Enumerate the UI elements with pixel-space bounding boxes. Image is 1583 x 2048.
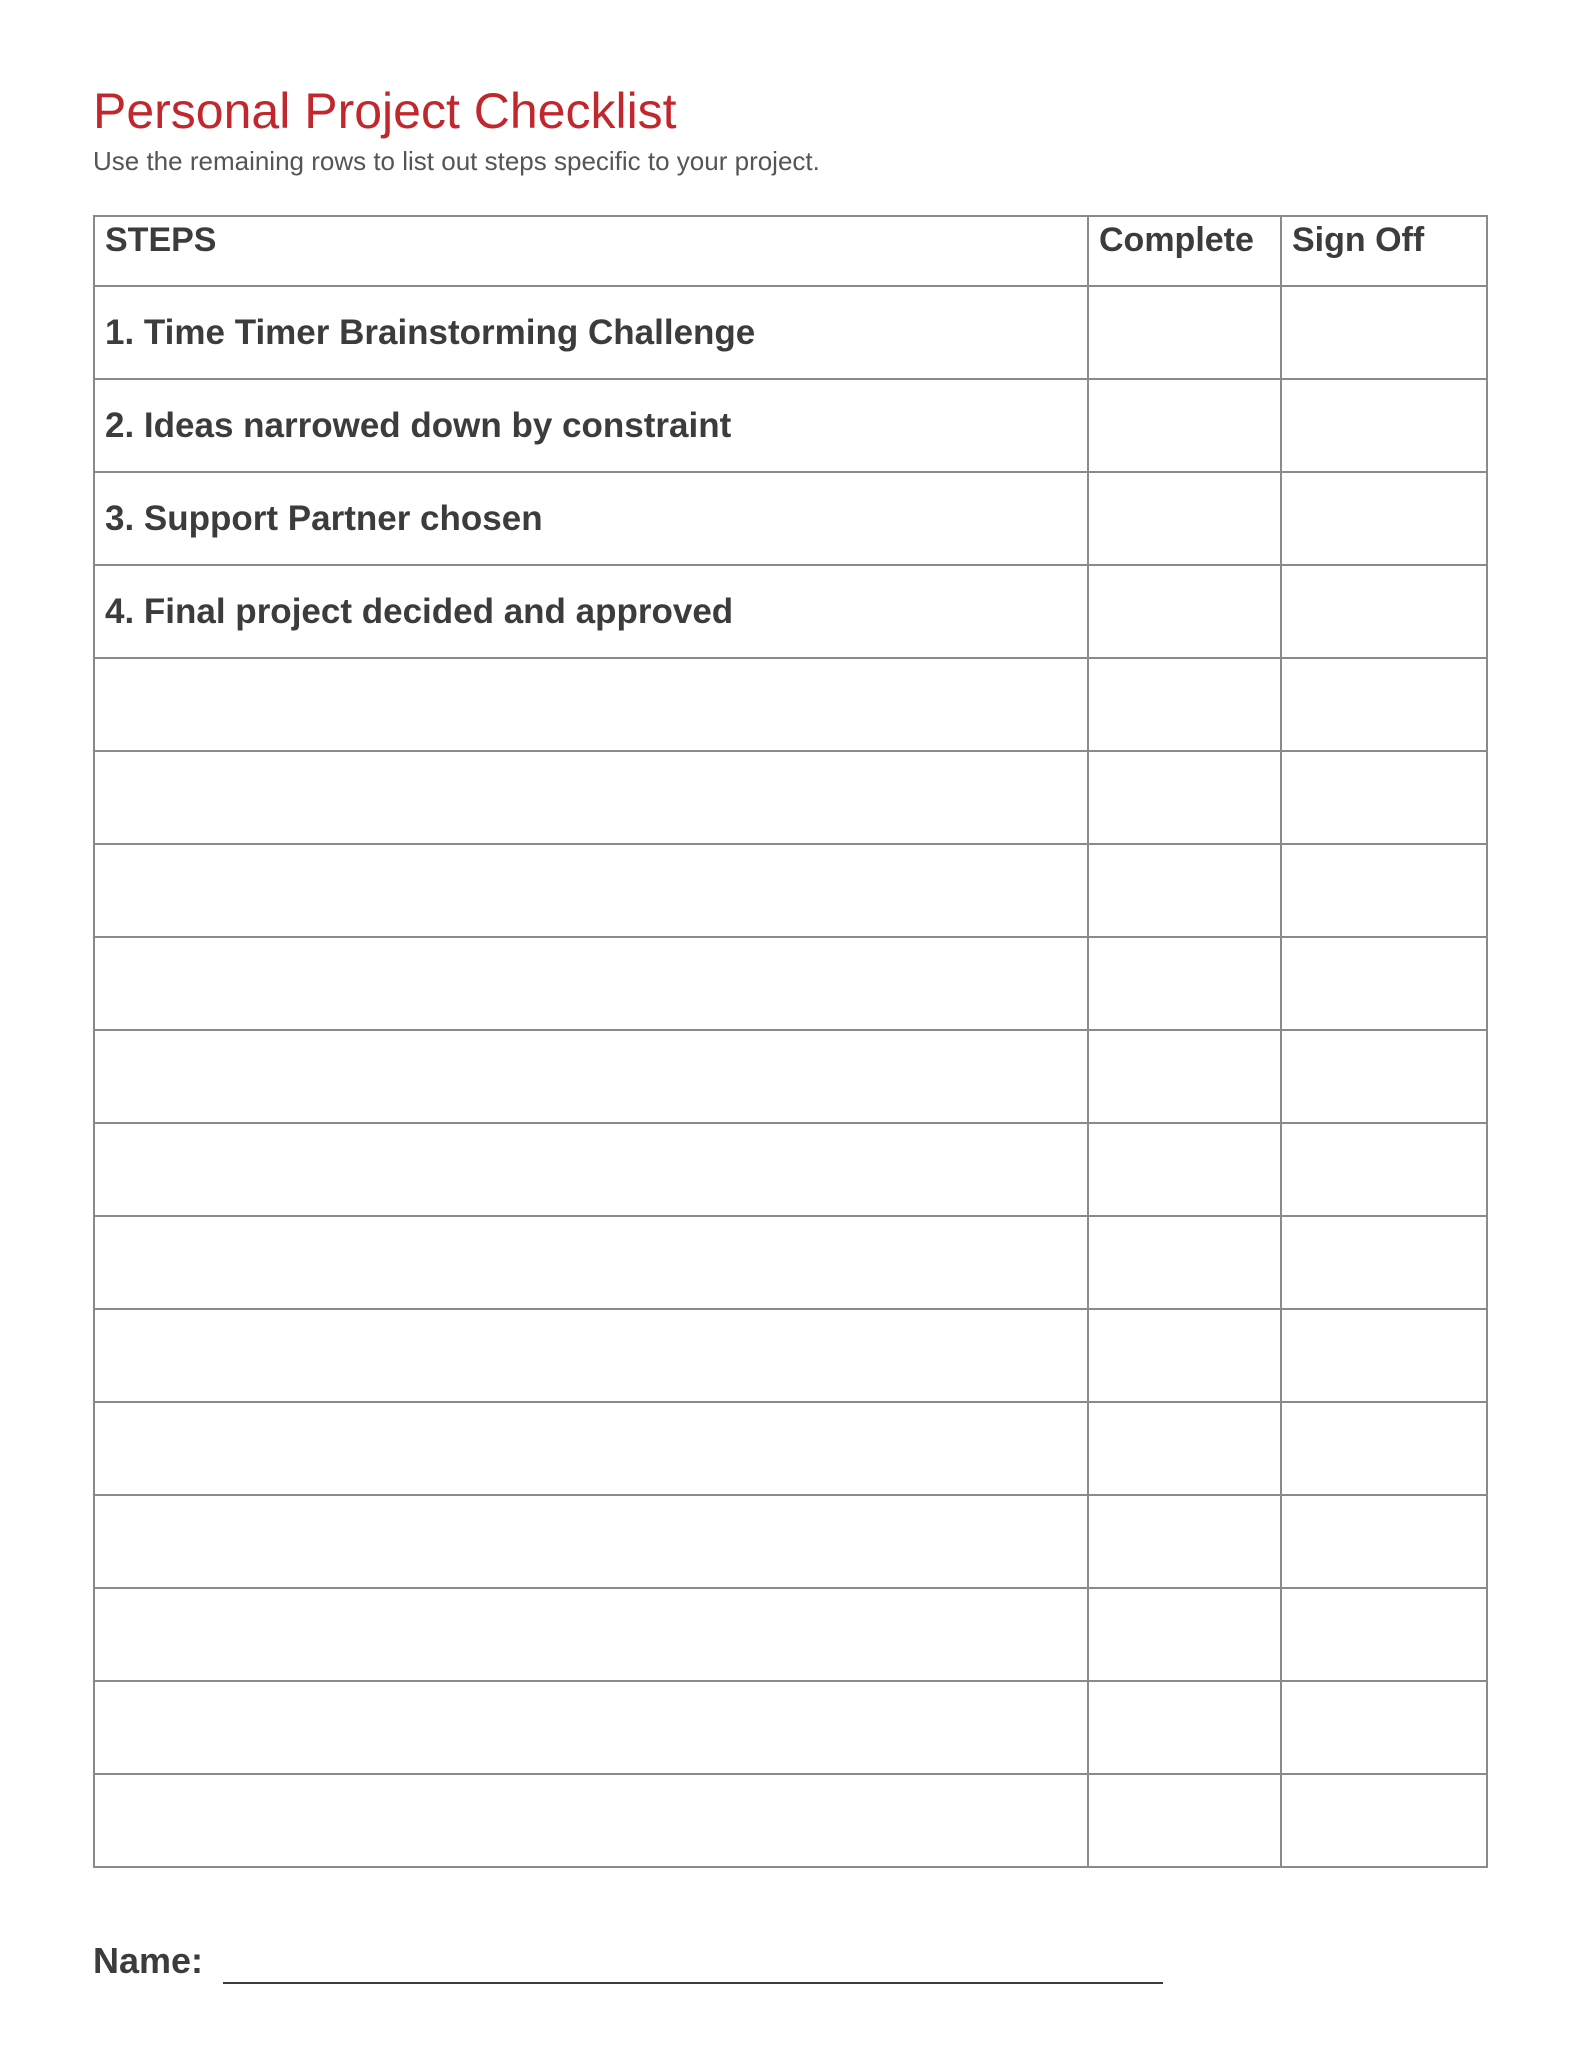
table-row <box>94 565 1487 658</box>
complete-cell[interactable] <box>1088 379 1281 472</box>
step-cell[interactable]: 3. Support Partner chosen <box>94 472 1088 565</box>
table-row <box>94 751 1487 844</box>
complete-cell[interactable] <box>1088 472 1281 565</box>
table-row <box>94 658 1487 751</box>
complete-cell[interactable] <box>1088 286 1281 379</box>
sign-off-cell[interactable] <box>1281 1030 1487 1123</box>
header-complete: Complete <box>1088 216 1281 286</box>
table-row <box>94 472 1487 565</box>
complete-cell[interactable] <box>1088 1495 1281 1588</box>
sign-off-cell[interactable] <box>1281 472 1487 565</box>
table-row <box>94 1402 1487 1495</box>
step-cell[interactable] <box>94 658 1088 751</box>
step-cell[interactable]: 2. Ideas narrowed down by constraint <box>94 379 1088 472</box>
sign-off-cell[interactable] <box>1281 1588 1487 1681</box>
sign-off-cell[interactable] <box>1281 1774 1487 1867</box>
step-cell[interactable] <box>94 1402 1088 1495</box>
checklist-table <box>93 215 1488 1868</box>
step-cell[interactable] <box>94 1588 1088 1681</box>
name-field[interactable] <box>223 1982 1163 1984</box>
complete-cell[interactable] <box>1088 1030 1281 1123</box>
sign-off-cell[interactable] <box>1281 1495 1487 1588</box>
complete-cell[interactable] <box>1088 937 1281 1030</box>
header-sign-off: Sign Off <box>1281 216 1487 286</box>
sign-off-cell[interactable] <box>1281 1123 1487 1216</box>
complete-cell[interactable] <box>1088 1216 1281 1309</box>
table-row <box>94 1030 1487 1123</box>
page-subtitle: Use the remaining rows to list out steps specific to your project. <box>93 146 820 176</box>
complete-cell[interactable] <box>1088 658 1281 751</box>
table-row <box>94 1588 1487 1681</box>
step-cell[interactable] <box>94 1030 1088 1123</box>
step-cell[interactable] <box>94 937 1088 1030</box>
checklist-body <box>94 286 1487 1867</box>
table-row <box>94 1774 1487 1867</box>
complete-cell[interactable] <box>1088 1402 1281 1495</box>
complete-cell[interactable] <box>1088 844 1281 937</box>
complete-cell[interactable] <box>1088 751 1281 844</box>
complete-cell[interactable] <box>1088 565 1281 658</box>
table-row <box>94 1123 1487 1216</box>
table-row <box>94 1495 1487 1588</box>
sign-off-cell[interactable] <box>1281 565 1487 658</box>
table-row <box>94 379 1487 472</box>
step-cell[interactable] <box>94 1216 1088 1309</box>
step-cell[interactable]: 1. Time Timer Brainstorming Challenge <box>94 286 1088 379</box>
complete-cell[interactable] <box>1088 1309 1281 1402</box>
table-row <box>94 1216 1487 1309</box>
table-row <box>94 937 1487 1030</box>
sign-off-cell[interactable] <box>1281 1681 1487 1774</box>
step-cell[interactable] <box>94 1495 1088 1588</box>
sign-off-cell[interactable] <box>1281 1309 1487 1402</box>
step-cell[interactable] <box>94 844 1088 937</box>
sign-off-cell[interactable] <box>1281 1216 1487 1309</box>
step-cell[interactable]: 4. Final project decided and approved <box>94 565 1088 658</box>
table-row <box>94 286 1487 379</box>
page-title: Personal Project Checklist <box>93 83 677 139</box>
step-cell[interactable] <box>94 1681 1088 1774</box>
name-row <box>93 1940 1193 1990</box>
complete-cell[interactable] <box>1088 1123 1281 1216</box>
header-steps: STEPS <box>94 216 1088 286</box>
complete-cell[interactable] <box>1088 1681 1281 1774</box>
step-cell[interactable] <box>94 751 1088 844</box>
table-header-row <box>94 216 1487 286</box>
sign-off-cell[interactable] <box>1281 286 1487 379</box>
complete-cell[interactable] <box>1088 1588 1281 1681</box>
table-row <box>94 844 1487 937</box>
sign-off-cell[interactable] <box>1281 937 1487 1030</box>
step-cell[interactable] <box>94 1309 1088 1402</box>
complete-cell[interactable] <box>1088 1774 1281 1867</box>
table-row <box>94 1681 1487 1774</box>
step-cell[interactable] <box>94 1774 1088 1867</box>
table-row <box>94 1309 1487 1402</box>
sign-off-cell[interactable] <box>1281 379 1487 472</box>
step-cell[interactable] <box>94 1123 1088 1216</box>
sign-off-cell[interactable] <box>1281 844 1487 937</box>
sign-off-cell[interactable] <box>1281 658 1487 751</box>
sign-off-cell[interactable] <box>1281 751 1487 844</box>
sign-off-cell[interactable] <box>1281 1402 1487 1495</box>
name-label: Name: <box>93 1940 204 1981</box>
